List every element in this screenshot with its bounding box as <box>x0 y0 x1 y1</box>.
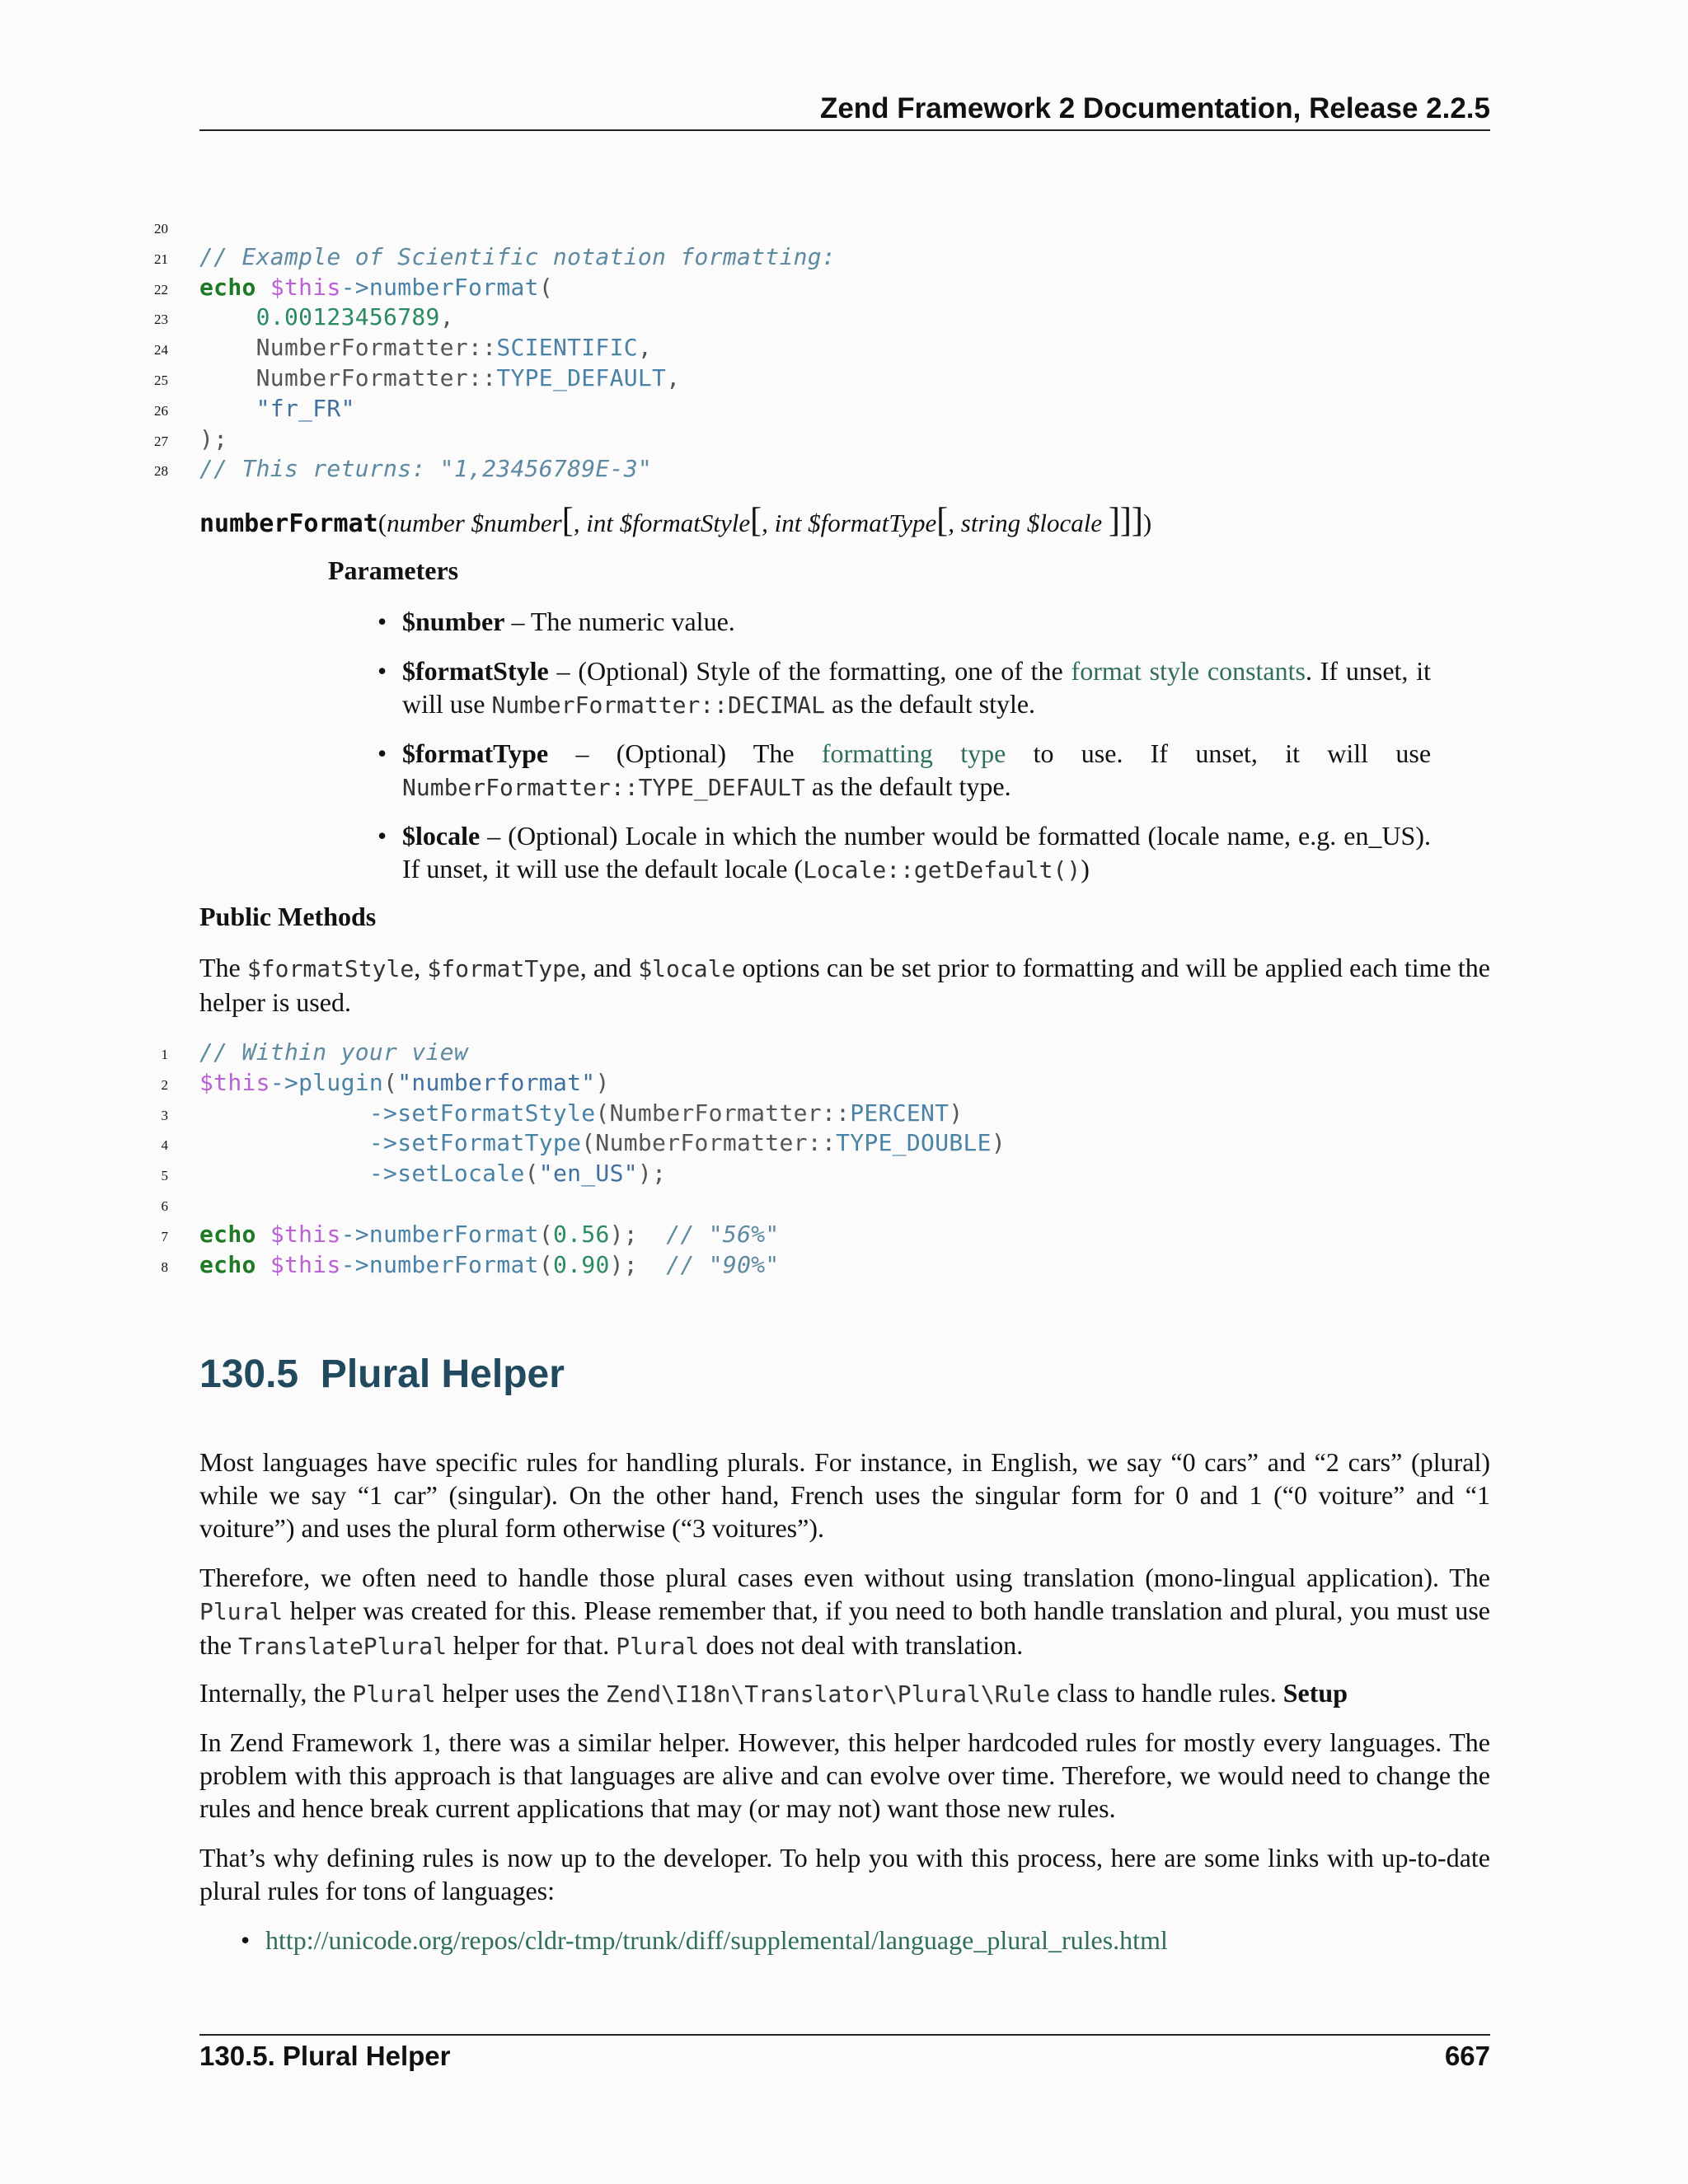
header-divider <box>199 129 1490 131</box>
sig-bracket-open: [ <box>561 502 574 540</box>
code-text: ->setLocale("en_US"); <box>368 1160 667 1188</box>
sig-bracket-close: ] <box>1131 502 1143 540</box>
sig-param-number: number $number <box>387 509 562 537</box>
line-number: 3 <box>161 1107 168 1123</box>
code-line <box>0 393 1688 424</box>
method-signature <box>199 501 1151 541</box>
code-line <box>0 1188 1688 1219</box>
code-line <box>0 1127 1688 1158</box>
code-text: "fr_FR" <box>256 394 355 422</box>
format-style-constants-link[interactable]: format style constants <box>1071 656 1306 686</box>
footer-divider <box>199 2034 1490 2036</box>
param-item-formatstyle: • $formatStyle – (Optional) Style of the formatting, one of the format style constants. If unset, it will use NumberFormatter::DECIMAL as the default style. <box>377 656 1431 719</box>
line-number: 8 <box>161 1258 168 1275</box>
code-text: // Example of Scientific notation formatting: <box>199 242 837 270</box>
code-line <box>0 424 1688 454</box>
code-line <box>0 272 1688 302</box>
sig-bracket-open: [ <box>936 502 949 540</box>
line-number: 22 <box>154 281 168 298</box>
plural-paragraph-2: Therefore, we often need to handle those plural cases even without using translation (mono-lingual application). The Plural helper was created for this. Please remember that, if you need to both handle translation and plural, you must use the TranslatePlural helper for that. Plural does not deal with translation. <box>199 1563 1490 1660</box>
line-number: 6 <box>161 1198 168 1214</box>
line-number: 2 <box>161 1076 168 1093</box>
code-text: ->setFormatType(NumberFormatter::TYPE_DOUBLE) <box>368 1129 1006 1157</box>
sig-param-formatstyle: , int $formatStyle <box>573 509 751 537</box>
code-text: // Within your view <box>199 1038 468 1066</box>
sig-bracket-close: ] <box>1108 502 1120 540</box>
param-name: $formatType <box>402 738 549 768</box>
line-number: 20 <box>154 221 168 237</box>
param-item-locale: • $locale – (Optional) Locale in which the number would be formatted (locale name, e.g. en_US). If unset, it will use the default locale (Locale::getDefault()) <box>377 821 1432 883</box>
inline-code: Locale::getDefault() <box>803 856 1081 883</box>
param-item-formattype: • $formatType – (Optional) The formatting type to use. If unset, it will use NumberFormatter::TYPE_DEFAULT as the default type. <box>377 738 1432 801</box>
param-name: $locale <box>402 821 481 851</box>
footer-section-title: 130.5. Plural Helper <box>199 2041 451 2071</box>
plural-paragraph-3: Internally, the Plural helper uses the Zend\I18n\Translator\Plural\Rule class to handle rules. Setup <box>199 1678 1348 1708</box>
code-text: NumberFormatter::SCIENTIFIC, <box>199 334 653 362</box>
code-line <box>0 211 1688 241</box>
code-line <box>0 1219 1688 1249</box>
sig-bracket-open: [ <box>750 502 762 540</box>
list-item: • http://unicode.org/repos/cldr-tmp/trunk/diff/supplemental/language_plural_rules.html <box>241 1925 1168 1955</box>
code-line <box>0 453 1688 484</box>
code-line <box>0 1067 1688 1098</box>
code-text: $this->plugin("numberformat") <box>199 1068 610 1096</box>
code-line <box>0 241 1688 272</box>
code-line <box>0 332 1688 363</box>
line-number: 21 <box>154 251 168 267</box>
sig-param-formattype: , int $formatType <box>762 509 937 537</box>
page-header <box>199 92 1490 132</box>
public-methods-paragraph: The $formatStyle, $formatType, and $locale options can be set prior to formatting and will be applied each time the helper is used. <box>199 953 1491 1017</box>
line-number: 7 <box>161 1228 168 1244</box>
code-line <box>0 1249 1688 1280</box>
code-text: NumberFormatter::TYPE_DEFAULT, <box>199 364 681 391</box>
line-number: 24 <box>154 342 168 359</box>
plural-paragraph-1: Most languages have specific rules for handling plurals. For instance, in English, we say “0 cars” and “2 cars” (plural) while we say “1 car” (singular). On the other hand, French uses the singular form for 0 and 1 (“0 voiture” and “1 voiture”) and uses the plural form otherwise (“3 voitures”). <box>199 1447 1490 1543</box>
param-name: $formatStyle <box>402 656 549 686</box>
line-number: 28 <box>154 463 168 480</box>
inline-code: NumberFormatter::TYPE_DEFAULT <box>402 774 805 801</box>
sig-open-paren: ( <box>377 509 387 537</box>
formatting-type-link[interactable]: formatting type <box>821 738 1006 768</box>
line-number: 5 <box>161 1168 168 1184</box>
line-number: 23 <box>154 312 168 328</box>
code-line <box>0 1037 1688 1067</box>
public-methods-heading: Public Methods <box>199 902 377 931</box>
code-line <box>0 363 1688 393</box>
plural-paragraph-4: In Zend Framework 1, there was a similar helper. However, this helper hardcoded rules for mostly every languages. The problem with this approach is that languages are alive and can evolve over time. Therefore, we would need to change the rules and hence break current applications that may (or may not) want those new rules. <box>199 1727 1490 1823</box>
sig-bracket-close: ] <box>1119 502 1132 540</box>
inline-code: NumberFormatter::DECIMAL <box>491 691 826 719</box>
code-line <box>0 302 1688 332</box>
sig-param-locale: , string $locale <box>948 509 1103 537</box>
code-line <box>0 1098 1688 1128</box>
page-number: 667 <box>1444 2041 1490 2071</box>
line-number: 27 <box>154 433 168 449</box>
line-number: 26 <box>154 402 168 419</box>
cldr-plural-rules-link[interactable]: http://unicode.org/repos/cldr-tmp/trunk/diff/supplemental/language_plural_rules.html <box>265 1925 1168 1955</box>
code-text: 0.00123456789, <box>256 303 454 331</box>
param-item-number: • $number – The numeric value. <box>377 607 735 636</box>
section-heading: 130.5 Plural Helper <box>199 1352 565 1396</box>
method-name: numberFormat <box>199 509 378 538</box>
code-text: ->setFormatStyle(NumberFormatter::PERCENT) <box>368 1099 964 1127</box>
document-title: Zend Framework 2 Documentation, Release 2.2.5 <box>819 92 1490 124</box>
line-number: 1 <box>161 1047 168 1062</box>
param-name: $number <box>402 607 505 636</box>
code-text: echo $this->numberFormat( <box>199 273 553 301</box>
line-number: 25 <box>154 373 168 388</box>
line-number: 4 <box>161 1137 168 1154</box>
plural-paragraph-5: That’s why defining rules is now up to the developer. To help you with this process, here are some links with up-to-date plural rules for tons of languages: <box>199 1843 1490 1905</box>
parameters-heading: Parameters <box>328 555 459 585</box>
setup-label: Setup <box>1282 1678 1348 1708</box>
code-text: // This returns: "1,23456789E-3" <box>199 455 653 483</box>
sig-close-paren: ) <box>1142 509 1152 537</box>
code-text: ); <box>199 424 228 452</box>
code-text: echo $this->numberFormat(0.90); // "90%" <box>199 1250 780 1278</box>
code-line <box>0 1158 1688 1188</box>
code-text: echo $this->numberFormat(0.56); // "56%" <box>199 1220 780 1248</box>
